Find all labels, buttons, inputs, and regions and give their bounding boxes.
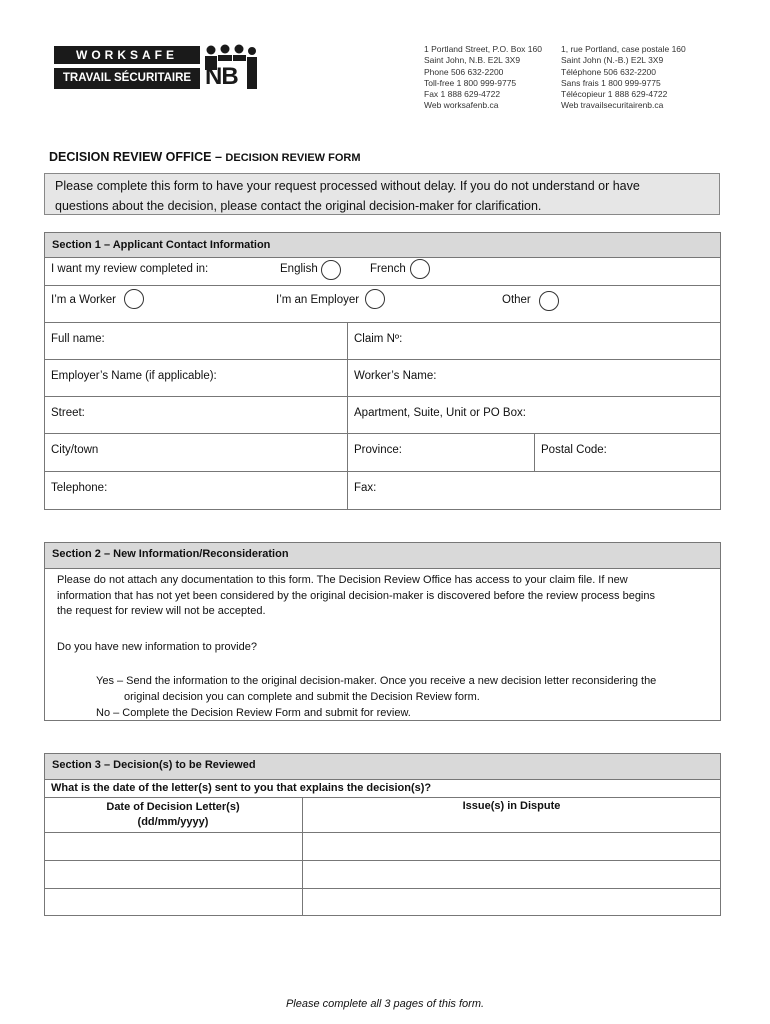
- no-option: No – Complete the Decision Review Form and submit for review.: [96, 707, 411, 719]
- postal-code-field[interactable]: Postal Code:: [541, 444, 607, 456]
- logo-worksafe: WORKSAFE: [54, 46, 200, 64]
- english-label: English: [280, 263, 318, 275]
- date-column-header: Date of Decision Letter(s) (dd/mm/yyyy): [106, 801, 240, 828]
- footer-note: Please complete all 3 pages of this form.: [285, 998, 485, 1010]
- intro-notice: Please complete this form to have your request processed without delay. If you do not understand or have questions about the decision, please contact the original decision-maker for clarification.: [44, 173, 720, 215]
- section3-heading: Section 3 – Decision(s) to be Reviewed: [44, 753, 721, 780]
- divider: [44, 396, 721, 397]
- logo-travail-securitaire: TRAVAIL SÉCURITAIRE: [54, 68, 200, 89]
- section2-heading: Section 2 – New Information/Reconsideration: [44, 542, 721, 569]
- issue-input-row-3[interactable]: [303, 889, 720, 915]
- full-name-field[interactable]: Full name:: [51, 333, 105, 345]
- french-label: French: [370, 263, 406, 275]
- divider: [44, 471, 721, 472]
- worker-name-field[interactable]: Worker’s Name:: [354, 370, 437, 382]
- other-radio[interactable]: [539, 291, 559, 311]
- divider: [44, 433, 721, 434]
- apartment-field[interactable]: Apartment, Suite, Unit or PO Box:: [354, 407, 526, 419]
- issue-input-row-1[interactable]: [303, 833, 720, 860]
- decision-date-question: What is the date of the letter(s) sent to you that explains the decision(s)?: [51, 782, 432, 794]
- employer-name-field[interactable]: Employer’s Name (if applicable):: [51, 370, 217, 382]
- province-field[interactable]: Province:: [354, 444, 402, 456]
- form-title: DECISION REVIEW OFFICE – DECISION REVIEW FORM: [49, 150, 361, 164]
- telephone-field[interactable]: Telephone:: [51, 482, 108, 494]
- divider: [347, 322, 348, 510]
- date-input-row-2[interactable]: [45, 861, 301, 888]
- logo-nb: NB: [205, 63, 238, 90]
- worker-label: I’m a Worker: [51, 294, 116, 306]
- divider: [44, 285, 721, 286]
- issues-column-header: Issue(s) in Dispute: [462, 800, 561, 812]
- divider: [534, 433, 535, 471]
- worker-radio[interactable]: [124, 289, 144, 309]
- employer-radio[interactable]: [365, 289, 385, 309]
- date-input-row-1[interactable]: [45, 833, 301, 860]
- other-label: Other: [502, 294, 531, 306]
- fax-field[interactable]: Fax:: [354, 482, 377, 494]
- review-language-label: I want my review completed in:: [51, 263, 209, 275]
- divider: [44, 797, 721, 798]
- city-field[interactable]: City/town: [51, 444, 99, 456]
- issue-input-row-2[interactable]: [303, 861, 720, 888]
- section1-heading: Section 1 – Applicant Contact Information: [44, 232, 721, 258]
- address-english: 1 Portland Street, P.O. Box 160 Saint John, N.B. E2L 3X9 Phone 506 632-2200 Toll-free 1 800 999-9775 Fax 1 888 629-4722 Web worksafenb.ca: [424, 44, 542, 111]
- address-french: 1, rue Portland, case postale 160 Saint John (N.-B.) E2L 3X9 Téléphone 506 632-2200 Sans frais 1 800 999-9775 Télécopieur 1 888 629-4722 Web travailsecuritairenb.ca: [561, 44, 686, 111]
- section2-instructions: Please do not attach any documentation to this form. The Decision Review Office has access to your claim file. If new information that has not yet been considered by the original decision-maker is discovered before the review process begins the request for review will not be accepted.: [57, 574, 655, 617]
- french-radio[interactable]: [410, 259, 430, 279]
- claim-number-field[interactable]: Claim Nº:: [354, 333, 403, 345]
- new-info-question: Do you have new information to provide?: [57, 641, 257, 653]
- yes-option: Yes – Send the information to the original decision-maker. Once you receive a new decision letter reconsidering the original decision you can complete and submit the Decision Review form.: [96, 675, 657, 703]
- date-input-row-3[interactable]: [45, 889, 301, 915]
- divider: [44, 359, 721, 360]
- divider: [44, 322, 721, 323]
- english-radio[interactable]: [321, 260, 341, 280]
- street-field[interactable]: Street:: [51, 407, 85, 419]
- employer-label: I’m an Employer: [276, 294, 360, 306]
